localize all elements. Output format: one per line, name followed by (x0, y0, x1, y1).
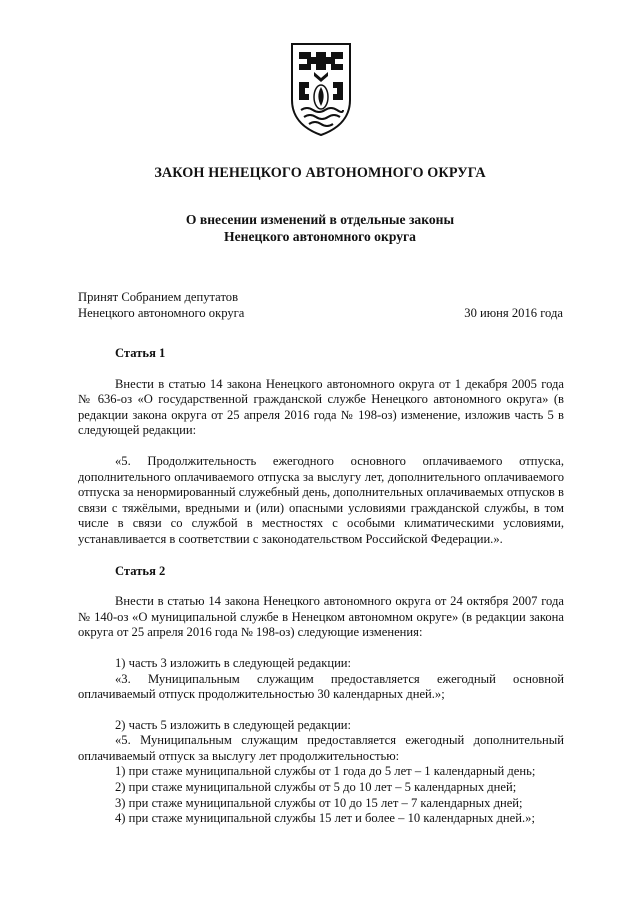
document-subtitle (0, 211, 640, 245)
article-2-item-2-text: «5. Муниципальным служащим предоставляется ежегодный дополнительный оплачиваемый отпуск за выслугу лет продолжительностью: (78, 733, 564, 763)
article-2-subitem-3: 3) при стаже муниципальной службы от 10 до 15 лет – 7 календарных дней; (115, 795, 523, 810)
adoption-line-2: Ненецкого автономного округа (78, 305, 245, 320)
article-2-item-1-intro: 1) часть 3 изложить в следующей редакции: (115, 655, 352, 670)
subtitle-line-1: О внесении изменений в отдельные законы (185, 212, 455, 227)
article-2-subitem-1: 1) при стаже муниципальной службы от 1 года до 5 лет – 1 календарный день; (115, 764, 536, 779)
article-2-item-1-text: «3. Муниципальным служащим предоставляется ежегодный основной оплачиваемый отпуск продолжительностью 30 календарных дней.»; (78, 671, 564, 702)
article-2-subitem-4: 4) при стаже муниципальной службы 15 лет и более – 10 календарных дней.»; (115, 811, 535, 826)
article-2-subitem-2: 2) при стаже муниципальной службы от 5 до 10 лет – 5 календарных дней; (115, 780, 517, 795)
article-2-intro: Внести в статью 14 закона Ненецкого автономного округа от 24 октября 2007 года № 140-оз «О муниципальной службе в Ненецком автономном округе» (в редакции закона округа от 25 апреля 2016 года № 198-оз) следующие изменения: (78, 594, 564, 640)
adoption-date: 30 июня 2016 года (464, 305, 563, 320)
article-1-quote: «5. Продолжительность ежегодного основного оплачиваемого отпуска, дополнительного оплачиваемого отпуска за выслугу лет, дополнительного оплачиваемого отпуска за ненормированный служебный день, дополнительных оплачиваемых отпусков в связи с тяжёлыми, вредными и (или) опасными условиями гражданской службы, в том числе в связи со службой в местностях с особыми климатическими условиями, устанавливается в соответствии с законодательством Российской Федерации.». (78, 453, 564, 546)
article-2-heading: Статья 2 (115, 563, 166, 578)
article-1-heading: Статья 1 (115, 346, 166, 360)
adoption-block (78, 290, 244, 321)
document-body (78, 346, 564, 827)
subtitle-line-2: Ненецкого автономного округа (224, 229, 416, 244)
coat-of-arms-icon (289, 42, 353, 137)
adoption-line-1: Принят Собранием депутатов (78, 290, 239, 304)
article-1-intro: Внести в статью 14 закона Ненецкого автономного округа от 1 декабря 2005 года № 636-оз «О государственной гражданской службе Ненецкого автономного округа» (в редакции закона округа от 25 апреля 2016 года № 198-оз) изменение, изложив часть 5 в следующей редакции: (78, 376, 564, 438)
article-2-item-2-intro: 2) часть 5 изложить в следующей редакции: (115, 717, 352, 732)
document-title: ЗАКОН НЕНЕЦКОГО АВТОНОМНОГО ОКРУГА (154, 165, 486, 181)
